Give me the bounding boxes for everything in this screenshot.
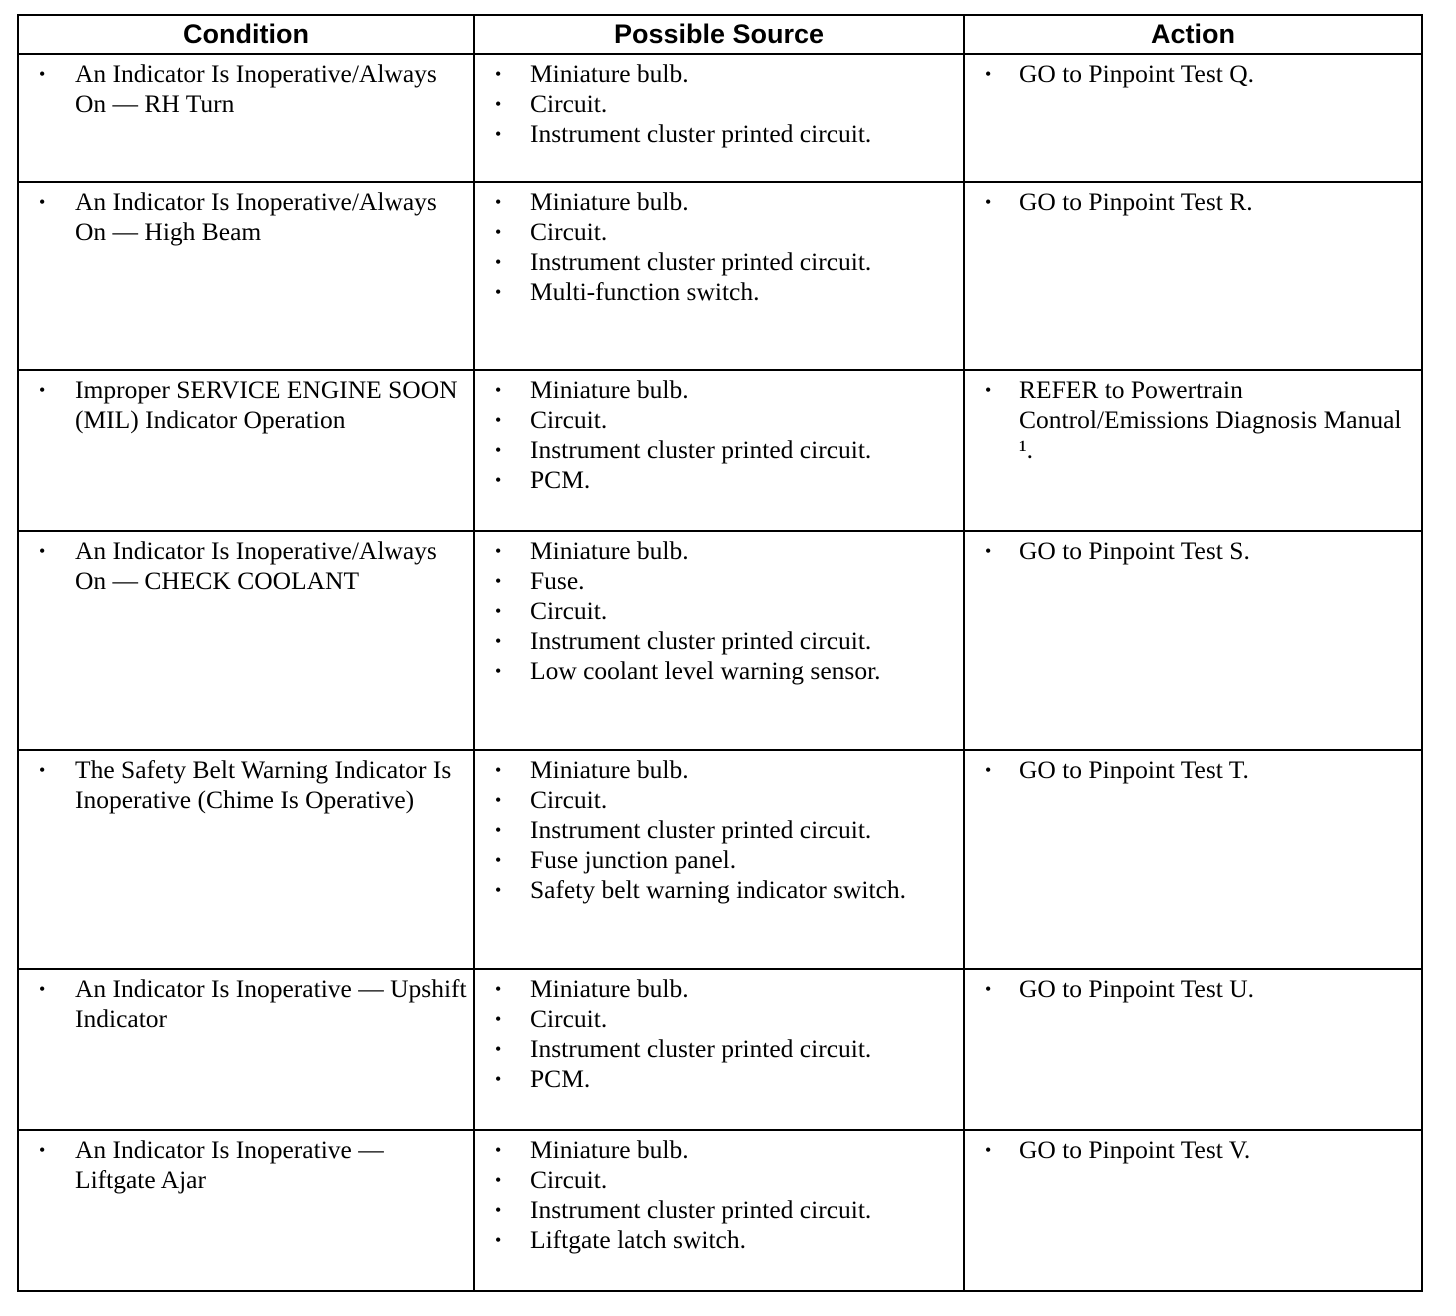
bullet-icon: • [495, 252, 502, 272]
action-item-text: GO to Pinpoint Test Q. [1019, 59, 1255, 88]
source-item-list [485, 187, 957, 307]
bullet-icon: • [495, 979, 502, 999]
bullet-icon: • [39, 64, 46, 84]
source-item [485, 626, 957, 656]
source-item-text: Circuit. [530, 217, 608, 246]
source-item [485, 1064, 957, 1094]
action-item-text: GO to Pinpoint Test S. [1019, 536, 1250, 565]
action-item [975, 59, 1415, 89]
action-item-list [975, 536, 1415, 566]
possible-source-cell [474, 1130, 964, 1291]
action-item-list [975, 1135, 1415, 1165]
source-item [485, 89, 957, 119]
source-item [485, 845, 957, 875]
action-item [975, 375, 1415, 465]
table-row [18, 54, 1422, 182]
bullet-icon: • [39, 541, 46, 561]
bullet-icon: • [39, 192, 46, 212]
action-item-text: GO to Pinpoint Test V. [1019, 1135, 1251, 1164]
source-item-list [485, 59, 957, 149]
bullet-icon: • [495, 571, 502, 591]
condition-item-text: Improper SERVICE ENGINE SOON (MIL) Indicator Operation [75, 375, 458, 434]
source-item-text: Liftgate latch switch. [530, 1225, 746, 1254]
action-cell [964, 750, 1422, 969]
source-item [485, 815, 957, 845]
condition-item-list [29, 536, 467, 596]
table-row [18, 969, 1422, 1130]
bullet-icon: • [495, 880, 502, 900]
bullet-icon: • [495, 1009, 502, 1029]
action-cell [964, 54, 1422, 182]
source-item-text: Fuse junction panel. [530, 845, 737, 874]
action-cell [964, 969, 1422, 1130]
source-item [485, 974, 957, 1004]
bullet-icon: • [495, 192, 502, 212]
condition-item-list [29, 187, 467, 247]
bullet-icon: • [495, 661, 502, 681]
action-item-text: GO to Pinpoint Test R. [1019, 187, 1253, 216]
bullet-icon: • [495, 1140, 502, 1160]
source-item-text: Circuit. [530, 785, 608, 814]
condition-item-text: An Indicator Is Inoperative — Liftgate Ajar [75, 1135, 384, 1194]
action-item-list [975, 187, 1415, 217]
source-item-text: Circuit. [530, 1165, 608, 1194]
condition-item-text: An Indicator Is Inoperative/Always On — RH Turn [75, 59, 437, 118]
bullet-icon: • [495, 1200, 502, 1220]
possible-source-cell [474, 969, 964, 1130]
condition-item-text: The Safety Belt Warning Indicator Is Inoperative (Chime Is Operative) [75, 755, 452, 814]
action-cell [964, 1130, 1422, 1291]
action-item [975, 187, 1415, 217]
action-item-list [975, 375, 1415, 465]
bullet-icon: • [495, 282, 502, 302]
action-item-list [975, 59, 1415, 89]
bullet-icon: • [495, 790, 502, 810]
condition-item [29, 187, 467, 247]
source-item-text: PCM. [530, 465, 591, 494]
source-item-text: Miniature bulb. [530, 974, 689, 1003]
condition-cell [18, 969, 474, 1130]
diagnosis-table-container [17, 14, 1421, 1292]
source-item-text: Miniature bulb. [530, 536, 689, 565]
source-item [485, 875, 957, 905]
source-item-text: Miniature bulb. [530, 59, 689, 88]
condition-item-list [29, 755, 467, 815]
bullet-icon: • [495, 470, 502, 490]
source-item [485, 1135, 957, 1165]
condition-item-list [29, 1135, 467, 1195]
table-body [18, 54, 1422, 1291]
table-row [18, 531, 1422, 750]
source-item-text: Instrument cluster printed circuit. [530, 247, 872, 276]
source-item-text: Miniature bulb. [530, 755, 689, 784]
bullet-icon: • [985, 541, 992, 561]
source-item [485, 465, 957, 495]
action-item [975, 755, 1415, 785]
bullet-icon: • [495, 820, 502, 840]
bullet-icon: • [495, 1069, 502, 1089]
condition-item-list [29, 375, 467, 435]
bullet-icon: • [985, 380, 992, 400]
source-item-text: Circuit. [530, 89, 608, 118]
source-item-text: Multi-function switch. [530, 277, 760, 306]
source-item-text: PCM. [530, 1064, 591, 1093]
source-item [485, 1034, 957, 1064]
source-item [485, 405, 957, 435]
bullet-icon: • [985, 1140, 992, 1160]
source-item [485, 187, 957, 217]
source-item [485, 656, 957, 686]
source-item [485, 375, 957, 405]
source-item [485, 1165, 957, 1195]
header-row [18, 15, 1422, 54]
source-item [485, 1225, 957, 1255]
bullet-icon: • [495, 380, 502, 400]
source-item-text: Instrument cluster printed circuit. [530, 119, 872, 148]
possible-source-cell [474, 370, 964, 531]
source-item-list [485, 375, 957, 495]
bullet-icon: • [985, 760, 992, 780]
table-row [18, 1130, 1422, 1291]
source-item-text: Miniature bulb. [530, 375, 689, 404]
condition-item [29, 1135, 467, 1195]
bullet-icon: • [39, 760, 46, 780]
source-item-text: Instrument cluster printed circuit. [530, 435, 872, 464]
bullet-icon: • [495, 541, 502, 561]
table-row [18, 182, 1422, 370]
condition-item [29, 375, 467, 435]
source-item [485, 536, 957, 566]
bullet-icon: • [495, 1230, 502, 1250]
action-item-text: GO to Pinpoint Test T. [1019, 755, 1249, 784]
action-item [975, 536, 1415, 566]
bullet-icon: • [495, 850, 502, 870]
action-cell [964, 182, 1422, 370]
source-item-text: Safety belt warning indicator switch. [530, 875, 907, 904]
bullet-icon: • [495, 631, 502, 651]
bullet-icon: • [495, 410, 502, 430]
source-item-text: Miniature bulb. [530, 187, 689, 216]
bullet-icon: • [495, 64, 502, 84]
condition-item [29, 59, 467, 119]
source-item-list [485, 536, 957, 686]
condition-cell [18, 370, 474, 531]
header-possible-source: Possible Source [474, 15, 964, 54]
bullet-icon: • [39, 1140, 46, 1160]
table-row [18, 750, 1422, 969]
source-item [485, 596, 957, 626]
source-item-list [485, 974, 957, 1094]
source-item [485, 755, 957, 785]
source-item [485, 217, 957, 247]
action-item-text: REFER to Powertrain Control/Emissions Diagnosis Manual ¹. [1019, 375, 1402, 464]
action-item [975, 974, 1415, 1004]
condition-item-text: An Indicator Is Inoperative — Upshift Indicator [75, 974, 467, 1033]
action-item [975, 1135, 1415, 1165]
header-condition: Condition [18, 15, 474, 54]
condition-cell [18, 1130, 474, 1291]
source-item-text: Circuit. [530, 596, 608, 625]
bullet-icon: • [985, 192, 992, 212]
bullet-icon: • [495, 1170, 502, 1190]
possible-source-cell [474, 750, 964, 969]
table-row [18, 370, 1422, 531]
source-item [485, 277, 957, 307]
source-item-text: Fuse. [530, 566, 585, 595]
source-item-text: Instrument cluster printed circuit. [530, 1034, 872, 1063]
action-item-list [975, 974, 1415, 1004]
bullet-icon: • [495, 440, 502, 460]
source-item [485, 566, 957, 596]
condition-cell [18, 54, 474, 182]
condition-cell [18, 531, 474, 750]
action-cell [964, 531, 1422, 750]
bullet-icon: • [495, 94, 502, 114]
bullet-icon: • [495, 1039, 502, 1059]
source-item [485, 119, 957, 149]
source-item-text: Instrument cluster printed circuit. [530, 815, 872, 844]
action-cell [964, 370, 1422, 531]
condition-item-list [29, 59, 467, 119]
action-item-list [975, 755, 1415, 785]
source-item-list [485, 1135, 957, 1255]
condition-cell [18, 750, 474, 969]
source-item [485, 1004, 957, 1034]
source-item [485, 435, 957, 465]
source-item [485, 785, 957, 815]
source-item [485, 1195, 957, 1225]
source-item-text: Miniature bulb. [530, 1135, 689, 1164]
bullet-icon: • [39, 380, 46, 400]
condition-item [29, 974, 467, 1034]
bullet-icon: • [985, 979, 992, 999]
possible-source-cell [474, 54, 964, 182]
bullet-icon: • [495, 222, 502, 242]
bullet-icon: • [495, 124, 502, 144]
source-item [485, 59, 957, 89]
condition-cell [18, 182, 474, 370]
bullet-icon: • [985, 64, 992, 84]
bullet-icon: • [39, 979, 46, 999]
source-item [485, 247, 957, 277]
source-item-text: Instrument cluster printed circuit. [530, 626, 872, 655]
bullet-icon: • [495, 760, 502, 780]
header-action: Action [964, 15, 1422, 54]
condition-item-text: An Indicator Is Inoperative/Always On — High Beam [75, 187, 437, 246]
source-item-text: Instrument cluster printed circuit. [530, 1195, 872, 1224]
action-item-text: GO to Pinpoint Test U. [1019, 974, 1255, 1003]
condition-item [29, 755, 467, 815]
diagnosis-table [17, 14, 1423, 1292]
condition-item [29, 536, 467, 596]
bullet-icon: • [495, 601, 502, 621]
condition-item-list [29, 974, 467, 1034]
source-item-text: Circuit. [530, 405, 608, 434]
condition-item-text: An Indicator Is Inoperative/Always On — CHECK COOLANT [75, 536, 437, 595]
source-item-text: Circuit. [530, 1004, 608, 1033]
source-item-text: Low coolant level warning sensor. [530, 656, 881, 685]
possible-source-cell [474, 182, 964, 370]
possible-source-cell [474, 531, 964, 750]
source-item-list [485, 755, 957, 905]
